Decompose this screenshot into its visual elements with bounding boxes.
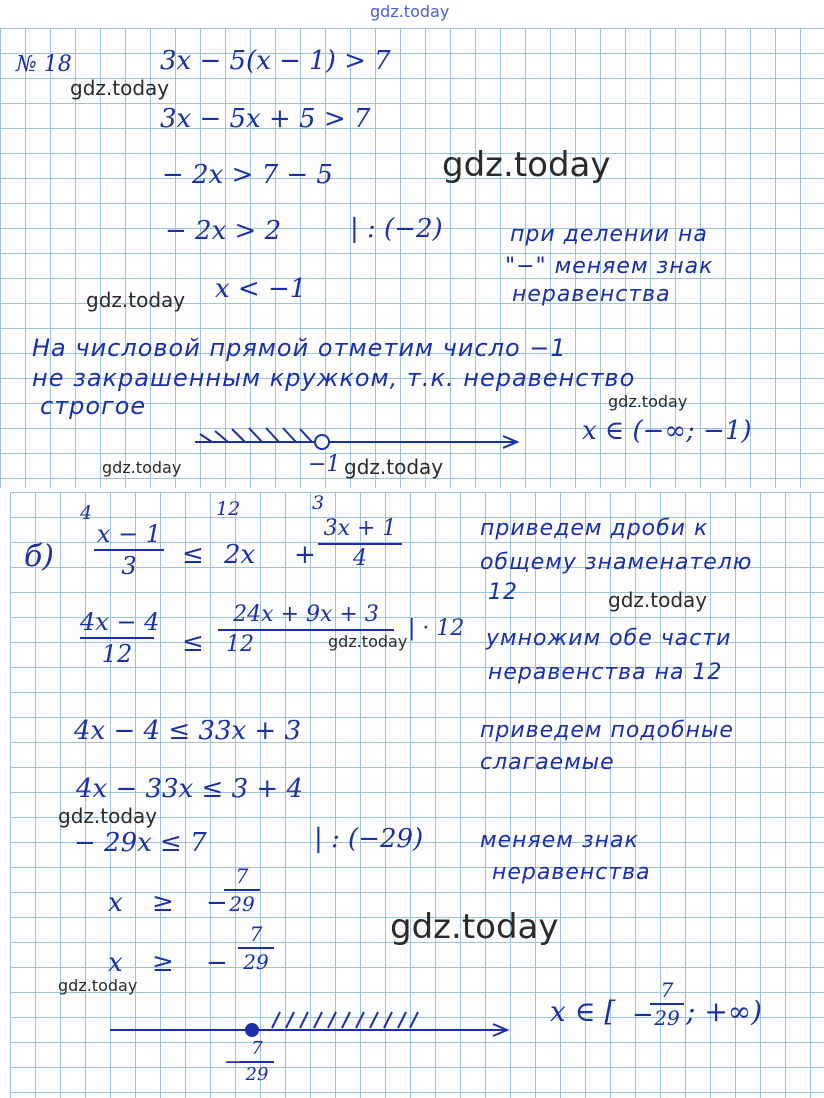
- multiply-explanation-1: умножим обе части: [486, 626, 732, 651]
- open-point-marker: [315, 435, 329, 449]
- fraction-right-num: 3x + 1: [323, 516, 397, 541]
- explanation-line-3: строгое: [40, 392, 147, 420]
- inequality-line-2: 3x − 5x + 5 > 7: [160, 104, 371, 134]
- line7-relation: ≥: [152, 948, 174, 978]
- multiply-explanation-2: неравенства на 12: [488, 660, 723, 685]
- division-note: | : (−2): [350, 214, 443, 244]
- fraction-left-den: 3: [121, 552, 137, 580]
- inequality-line-4: − 2x > 2: [165, 216, 282, 246]
- division-note-b: | : (−29): [314, 824, 424, 854]
- inequality-b-4: 4x − 33x ≤ 3 + 4: [76, 774, 303, 804]
- relation-2: ≤: [182, 628, 204, 658]
- fraction-left-num: x − 1: [96, 520, 162, 548]
- line6-minus: −: [206, 888, 228, 918]
- watermark: gdz.today: [58, 976, 138, 995]
- common-denominator-note-1: приведем дроби к: [480, 516, 709, 541]
- sign-rule-note-1: при делении на: [510, 222, 708, 247]
- inequality-line-1: 3x − 5(x − 1) > 7: [160, 46, 391, 76]
- answer-b-num: 7: [660, 978, 674, 1002]
- line7-lhs: x: [108, 948, 123, 978]
- scale-factor-1: 4: [80, 502, 93, 524]
- fraction-24x-num: 24x + 9x + 3: [233, 602, 379, 627]
- multiply-note: | · 12: [408, 616, 465, 641]
- inequality-b-5: − 29x ≤ 7: [74, 828, 207, 858]
- fraction-24x-den: 12: [226, 632, 254, 657]
- answer-b-prefix: x ∈ [: [550, 995, 616, 1028]
- watermark: gdz.today: [608, 588, 708, 612]
- similar-terms-note-1: приведем подобные: [480, 718, 734, 743]
- watermark: gdz.today: [442, 145, 611, 185]
- answer-b-den: 29: [654, 1006, 680, 1030]
- point-label-num: 7: [251, 1038, 263, 1059]
- watermark: gdz.today: [58, 804, 158, 828]
- sign-change-note-1: меняем знак: [480, 828, 639, 853]
- answer-b-fraction: [650, 980, 684, 1028]
- watermark: gdz.today: [328, 632, 408, 651]
- scale-factor-3: 3: [312, 492, 325, 514]
- fraction-4x-4-den: 12: [101, 640, 133, 668]
- fraction-right-den: 4: [353, 546, 367, 571]
- plus-sign: +: [294, 540, 316, 570]
- relation-1: ≤: [182, 540, 204, 570]
- watermark: gdz.today: [390, 907, 559, 947]
- line7-den: 29: [243, 950, 269, 974]
- common-denominator-note-3: 12: [488, 580, 518, 605]
- common-denominator-note-2: общему знаменателю: [480, 550, 753, 575]
- fraction-4x-4-num: 4x − 4: [80, 608, 160, 636]
- line6-relation: ≥: [152, 888, 174, 918]
- watermark: gdz.today: [102, 458, 182, 477]
- inequality-b-3: 4x − 4 ≤ 33x + 3: [74, 716, 301, 746]
- filled-point-marker: [245, 1023, 259, 1037]
- point-label-minus: −: [224, 1050, 243, 1075]
- scale-factor-2: 12: [216, 498, 241, 520]
- line6-den: 29: [229, 892, 255, 916]
- inequality-line-5: x < −1: [215, 274, 307, 304]
- part-label-b: б): [24, 539, 55, 574]
- watermark: gdz.today: [86, 288, 186, 312]
- sign-change-note-2: неравенства: [492, 860, 651, 885]
- explanation-line-1: На числовой прямой отметим число −1: [32, 334, 567, 362]
- answer-b-suffix: ; +∞): [686, 995, 763, 1028]
- line7-minus: −: [206, 948, 228, 978]
- similar-terms-note-2: слагаемые: [480, 750, 615, 775]
- answer-b-minus: −: [632, 1000, 654, 1030]
- point-label-fraction: [240, 1040, 274, 1084]
- term-2x: 2x: [224, 540, 256, 570]
- answer-a: x ∈ (−∞; −1): [582, 416, 752, 446]
- sign-rule-note-3: неравенства: [512, 282, 671, 307]
- watermark: gdz.today: [70, 76, 170, 100]
- explanation-line-2: не закрашенным кружком, т.к. неравенство: [32, 364, 636, 392]
- line7-num: 7: [249, 922, 263, 946]
- notebook-sheet-b: [10, 492, 824, 1098]
- point-label-den: 29: [245, 1064, 269, 1085]
- top-watermark: gdz.today: [370, 2, 450, 21]
- line6-lhs: x: [108, 888, 123, 918]
- line6-num: 7: [235, 864, 249, 888]
- watermark: gdz.today: [344, 455, 444, 479]
- inequality-line-3: − 2x > 7 − 5: [162, 160, 333, 190]
- point-label-a: −1: [308, 452, 341, 477]
- watermark: gdz.today: [608, 392, 688, 411]
- sign-rule-note-2: "−" меняем знак: [505, 254, 714, 279]
- problem-number: № 18: [16, 52, 72, 77]
